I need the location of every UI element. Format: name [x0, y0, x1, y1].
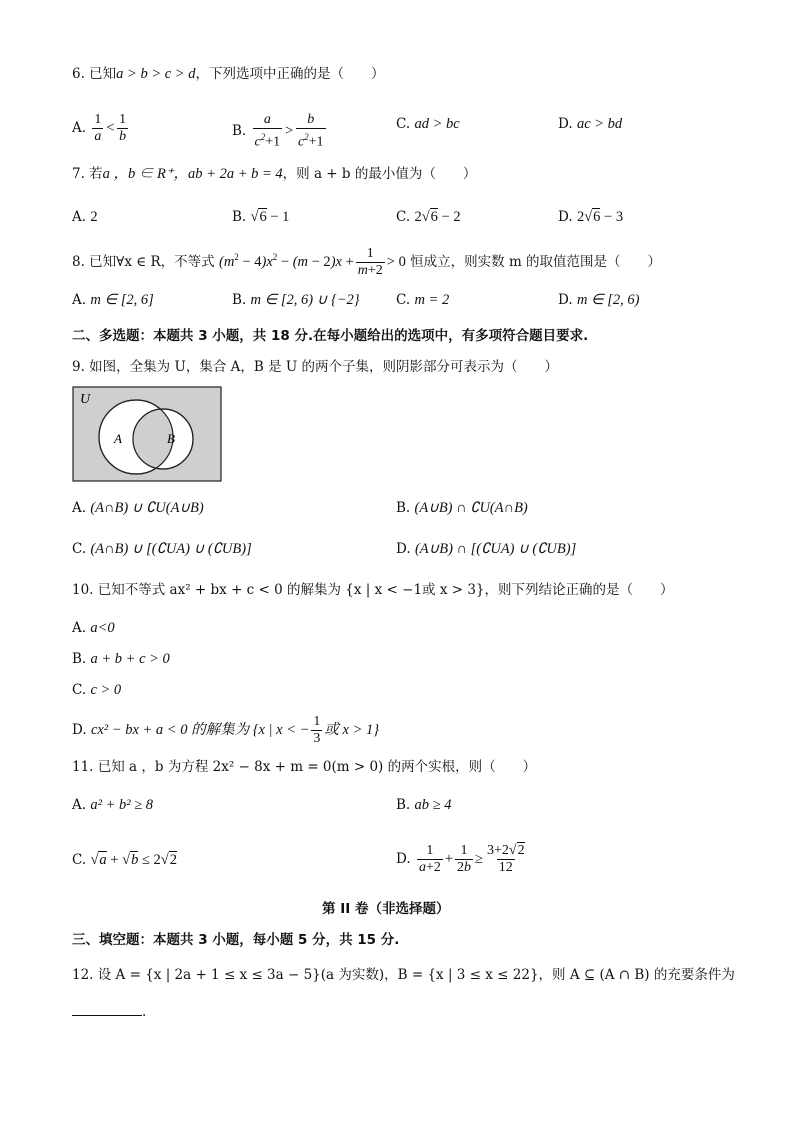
q8-option-d: D. m ∈ [2, 6): [558, 292, 640, 308]
q6-stem: 6. 已知a > b > c > d，下列选项中正确的是（ ）: [72, 66, 385, 82]
q9-option-d: D. (A∪B) ∩ [(∁UA) ∪ (∁UB)]: [396, 541, 577, 557]
q9-stem: 9. 如图，全集为 U，集合 A，B 是 U 的两个子集，则阴影部分可表示为（ ）: [72, 359, 559, 375]
q10-option-c: C. c > 0: [72, 682, 122, 698]
section-3-heading: 三、填空题：本题共 3 小题，每小题 5 分，共 15 分.: [72, 932, 400, 948]
q8-option-a: A. m ∈ [2, 6]: [72, 292, 154, 308]
q9-option-a: A. (A∩B) ∪ ∁U(A∪B): [72, 500, 204, 516]
q10-option-d: D. cx² − bx + a < 0 的解集为 {x | x < − $\frac{1}{3}$ 或 x > 1}: [72, 714, 380, 746]
venn-diagram: [72, 386, 223, 483]
q7-option-a: A. 2: [72, 209, 98, 225]
q11-option-a: A. a² + b² ≥ 8: [72, 797, 154, 813]
q6-option-b: B. $\frac{a}{c^2+1}$ > $\frac{b}{c^2+1}$: [232, 112, 324, 150]
venn-label-u: U: [80, 392, 91, 407]
q7-option-b: B. √6 − 1: [232, 209, 290, 225]
q11-option-b: B. ab ≥ 4: [396, 797, 452, 813]
venn-label-a: A: [114, 431, 122, 446]
q8-stem: 8. 已知∀x ∈ R，不等式 $(m^2 - 4)x^2 - (m - 2)x$ + $\frac{1}{m+2}$ > 0 恒成立，则实数 m 的取值范围是（ ）: [72, 246, 662, 278]
q6-option-a: A. $\frac{1}{a}$ < $\frac{1}{b}$: [72, 112, 127, 144]
q11-stem: 11. 已知 a ，b 为方程 2x² − 8x + m = 0(m > 0) 的两个实根，则（ ）: [72, 759, 537, 775]
q8-option-b: B. m ∈ [2, 6) ∪ {−2}: [232, 292, 360, 308]
q10-option-a: A. a<0: [72, 620, 115, 636]
q7-option-c: C. 2√6 − 2: [396, 209, 461, 225]
q11-option-c: C. √a + √b ≤ 2√2: [72, 852, 177, 868]
q10-option-b: B. a + b + c > 0: [72, 651, 170, 667]
q9-option-b: B. (A∪B) ∩ ∁U(A∩B): [396, 500, 528, 516]
q12-stem: 12. 设 A = {x | 2a + 1 ≤ x ≤ 3a − 5}(a 为实数)，B = {x | 3 ≤ x ≤ 22}，则 A ⊆ (A ∩ B) 的充要条件为: [72, 967, 735, 983]
q6-option-c: C. ad > bc: [396, 116, 460, 132]
part-2-heading: 第 II 卷（非选择题）: [322, 901, 450, 917]
q8-option-c: C. m = 2: [396, 292, 450, 308]
answer-blank[interactable]: [72, 1015, 142, 1016]
section-2-heading: 二、多选题：本题共 3 小题，共 18 分.在每小题给出的选项中，有多项符合题目要求.: [72, 328, 589, 344]
q10-stem: 10. 已知不等式 ax² + bx + c < 0 的解集为 {x | x < −1或 x > 3}，则下列结论正确的是（ ）: [72, 582, 674, 598]
q12-answer-line: .: [72, 1002, 146, 1022]
q11-option-d: D. $\frac{1}{a+2}$ + $\frac{1}{2b}$ ≥ $\frac{3+2√2}{12}$: [396, 843, 525, 875]
q7-option-d: D. 2√6 − 3: [558, 209, 624, 225]
q9-option-c: C. (A∩B) ∪ [(∁UA) ∪ (∁UB)]: [72, 541, 252, 557]
q7-stem: 7. 若a ，b ∈ R⁺，ab + 2a + b = 4，则 a + b 的最小值为（ ）: [72, 166, 477, 182]
venn-label-b: B: [167, 431, 175, 446]
q6-option-d: D. ac > bd: [558, 116, 623, 132]
